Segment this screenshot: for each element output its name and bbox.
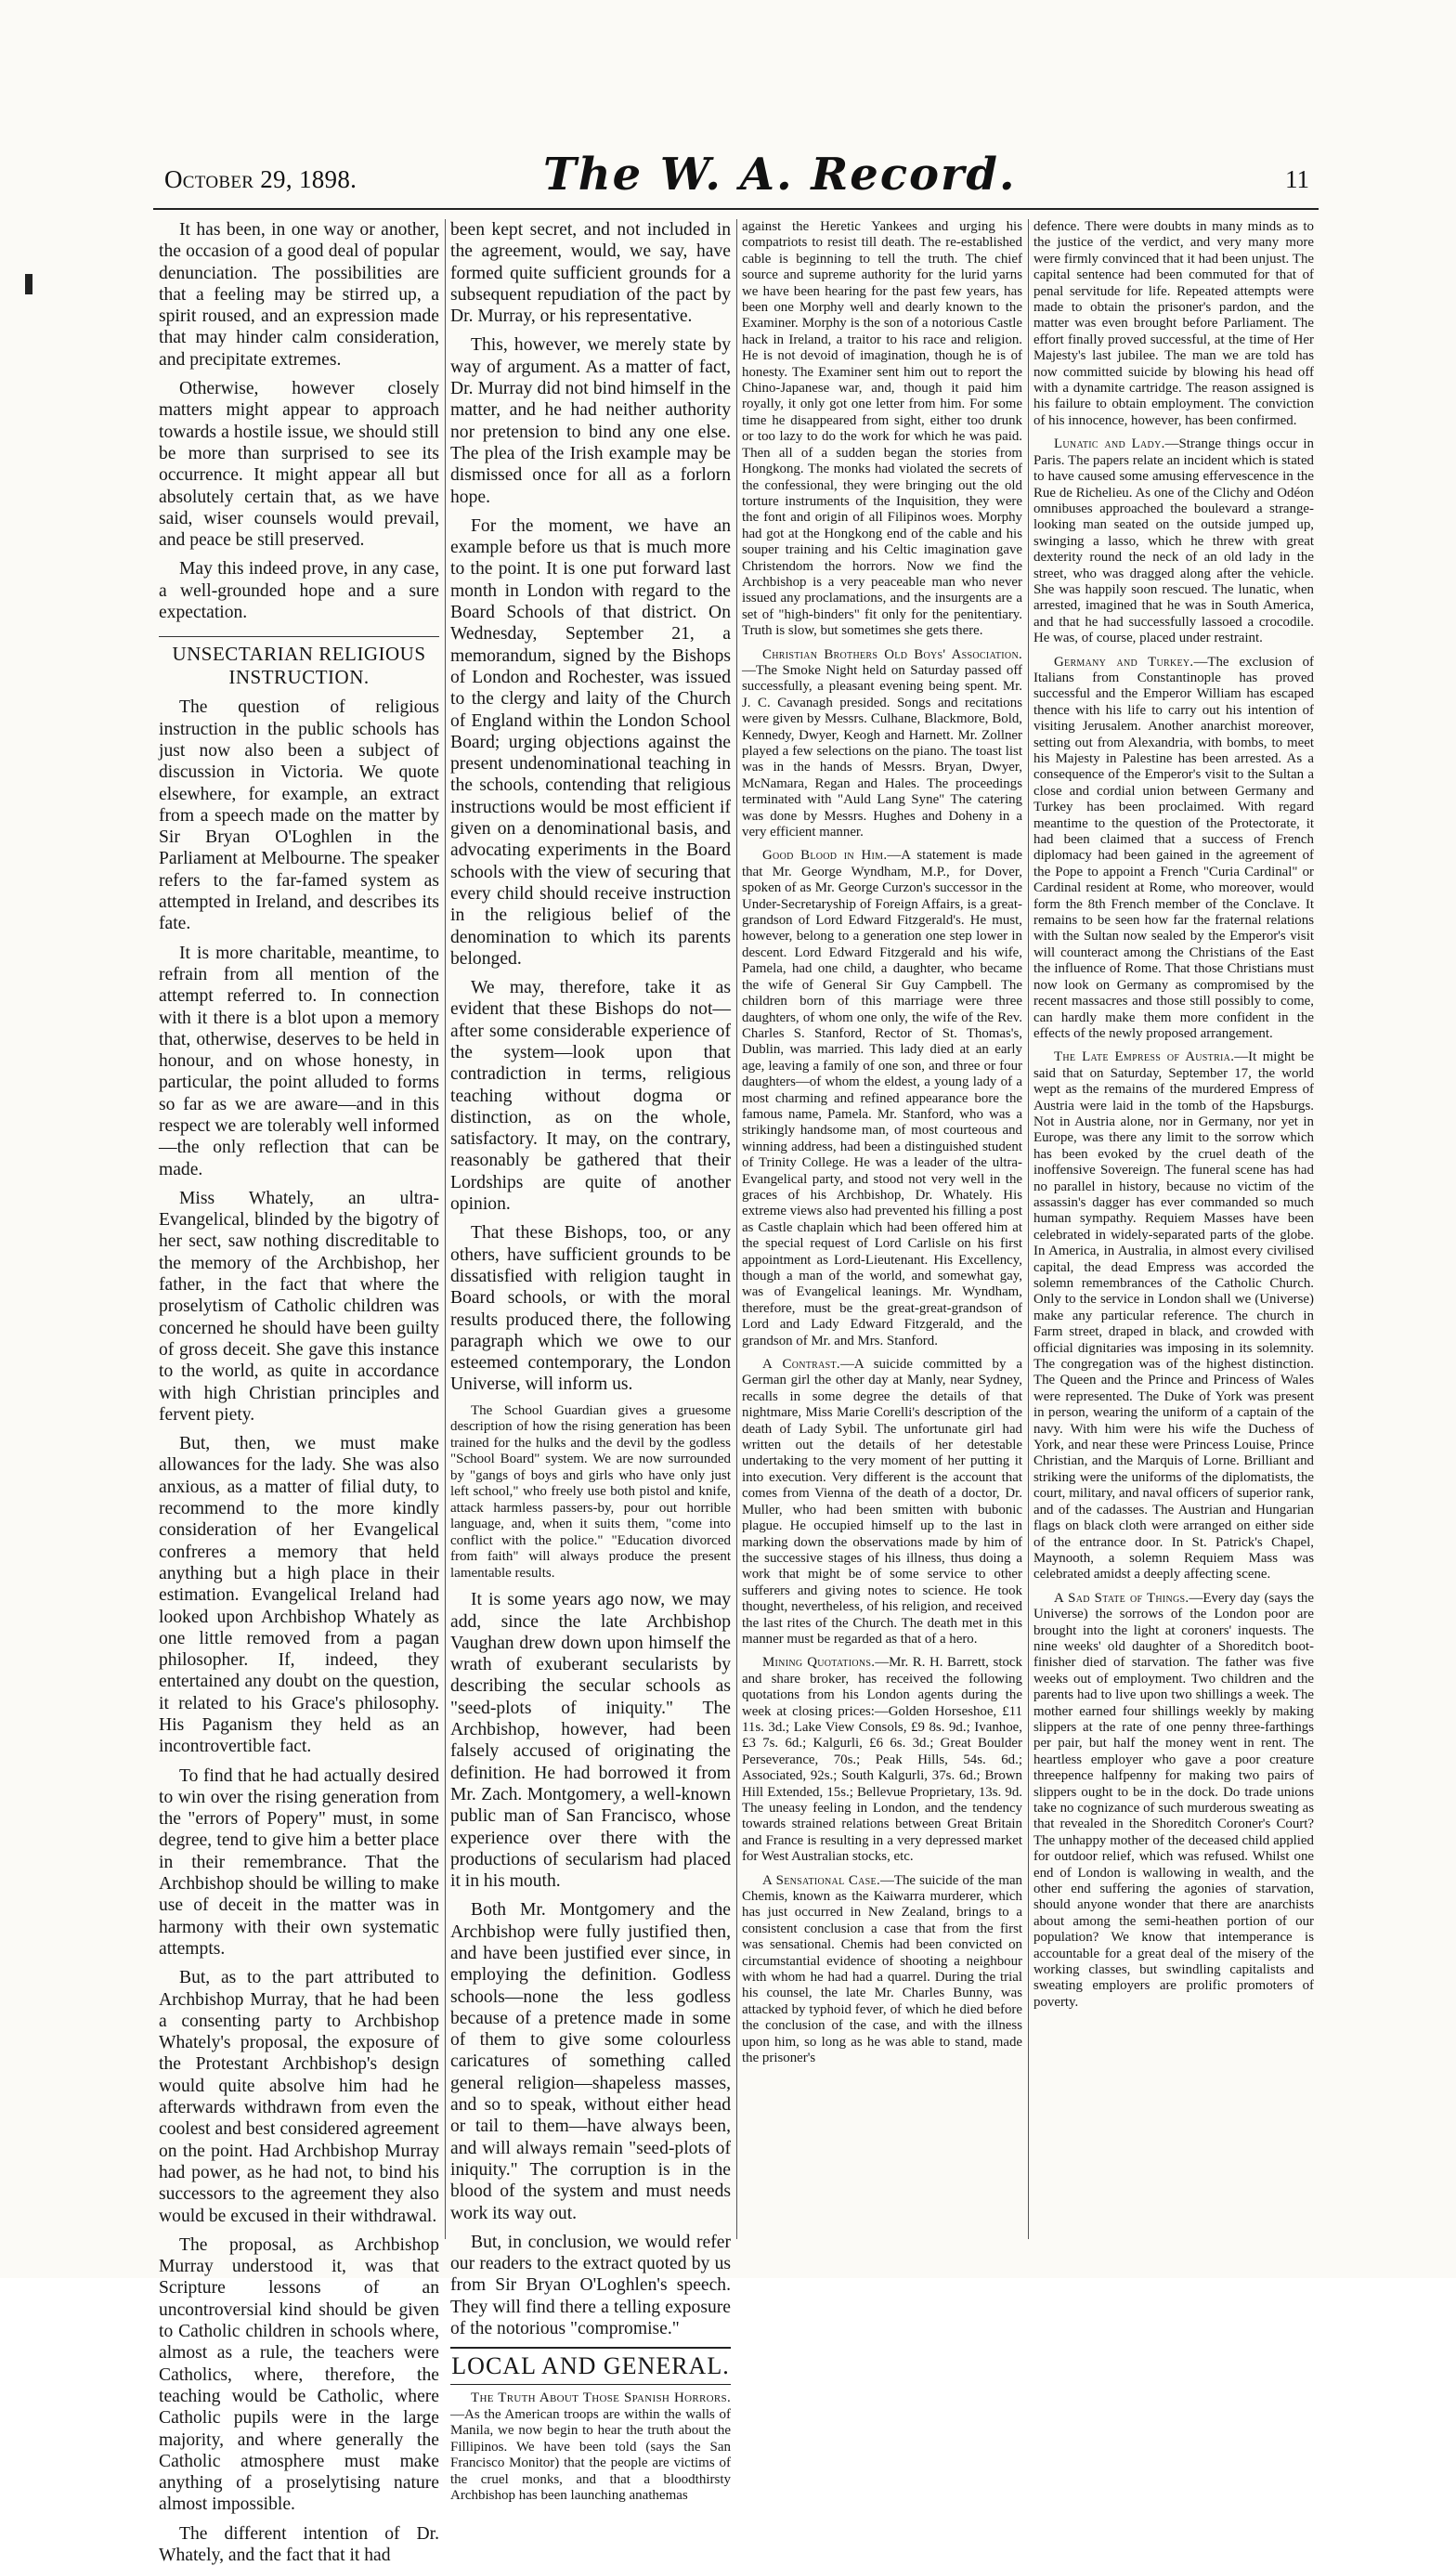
news-item-text: —Mr. R. H. Barrett, stock and share broker, has received the following quotations from his London agents during the week at closing prices:—Golden Horseshoe, £11 11s. 3d.; Lake View Consols, £9 8s. 9d.; Ivanhoe, £3 7s. 6d.; Kalgurli, £6 6s. 3d.; Great Boulder Perseverance, 70s.; Peak Hills, 54s. 6d.; Associated, 92s.; South Kalgurli, 37s. 6d.; Brown Hill Extended, 15s.; Bellevue Proprietary, 13s. 9d. The uneasy feeling in London, and the tendency towards strained relations between Great Britain and France is resulting in a very depressed market for West Australian stocks, etc. — [742, 1655, 1022, 1865]
news-item — [742, 1357, 1022, 1648]
article-paragraph: But, then, we must make allowances for the lady. She was also anxious, as a matter of filial duty, to recommend to the more kindly consideration of her Evangelical confreres a memory that held anything but a high place in their estimation. Evangelical Ireland had looked upon Archbishop Whately as one little removed from a pagan philosopher. If, indeed, they entertained any doubt on the question, it related to his Grace's philosophy. His Paganism they held as an incontrovertible fact. — [159, 1434, 439, 1757]
article-paragraph: May this indeed prove, in any case, a well-grounded hope and a sure expectation. — [159, 559, 439, 623]
article-paragraph: To find that he had actually desired to win over the rising generation from the "errors of Popery" must, in some degree, tend to give him a better place in their remembrance. That the Archbishop should be willing to make use of deceit in the matter was in harmony with their own systematic attempts. — [159, 1765, 439, 1959]
column-3 — [742, 219, 1022, 2244]
news-item-heading: A Sensational Case. — [762, 1872, 880, 1888]
article-paragraph: The proposal, as Archbishop Murray understood it, was that Scripture lessons of an uncontroversial kind should be given to Catholic children in schools where, almost as a rule, the teachers were Catholics, where, therefore, the teaching would be Catholic, where Catholic pupils were in the large majority, and where generally the Catholic atmosphere must make anything of a proselytising nature almost impossible. — [159, 2234, 439, 2515]
page-number: 11 — [1285, 165, 1309, 193]
news-item-continued: against the Heretic Yankees and urging his compatriots to resist till death. The re-established cable is beginning to tell the truth. The chief source and supreme authority for the lurid yarns we have been hearing for the past few years, has been one Morphy well and dearly known to the Examiner. Morphy is the son of a notorious Castle hack in Ireland, a traitor to his race and religion. He is not devoid of imagination, though he is of honesty. The Examiner sent him out to report the Chino-Japanese war, and, though it paid him royally, it only got one letter from him. For some time he disappeared from sight, either too drunk or too lazy to do the work for which he was paid. Then all of a sudden began the stories from Hongkong. The monks had violated the secrets of the confessional, they were bringing out the old torture instruments of the Inquisition, they were the font and origin of all Filipinos woes. Morphy had got at the Hongkong end of the cable and his souper training and his Celtic imagination gave Christendom the horrors. Now we find the Archbishop is a very peaceable man who never issued any proclamations, and the insurgents are a set of "high-binders" fit only for the penitentiary. Truth is slow, but sometimes she gets there. — [742, 219, 1022, 639]
article-paragraph: But, in conclusion, we would refer our readers to the extract quoted by us from Sir Bryan O'Loghlen's speech. They will find there a telling exposure of the notorious "compromise." — [450, 2232, 731, 2339]
column-divider — [1028, 219, 1029, 2239]
article-paragraph: We may, therefore, take it as evident that these Bishops do not—after some considerable experience of the system—look upon that contradiction in terms, religious teaching without dogma or distinction, as on the whole, satisfactory. It may, on the contrary, reasonably be gathered that their Lordships are quite of another opinion. — [450, 978, 731, 1215]
column-1 — [159, 219, 439, 2565]
column-divider — [445, 219, 446, 2239]
article-paragraph: The question of religious instruction in the public schools has just now also been a subject of discussion in Victoria. We quote elsewhere, for example, an extract from a speech made on the matter by Sir Bryan O'Loghlen in the Parliament at Melbourne. The speaker refers to the far-famed system as attempted in Ireland, and describes its fate. — [159, 697, 439, 934]
news-item-heading: Lunatic and Lady. — [1054, 436, 1165, 452]
block-quote: The School Guardian gives a gruesome description of how the rising generation has been trained for the hulks and the devil by the godless "School Board" system. We are now surrounded by "gangs of boys and girls who have only just left school," who freely use both pistol and knife, attack harmless passers-by, pour out horrible language, and, when it suits them, "come into conflict with the police." "Education divorced from faith" will always produce the present lamentable results. — [450, 1402, 731, 1581]
news-item-text: —Strange things occur in Paris. The papers relate an incident which is stated to have caused some amusing effervescence in the Rue de Richelieu. As one of the Clichy and Odéon omnibuses approached the boulevard a strange-looking man seated on the outside jumped up, swinging a lasso, which he threw with great dexterity round the neck of an old lady in the street, who was dragged along after the vehicle. She was happily soon rescued. The lunatic, when arrested, imagined that he was in South America, and that he had successfully lassoed a crocodile. He was, of course, placed under restraint. — [1034, 436, 1314, 646]
section-divider — [159, 636, 439, 637]
news-item — [1034, 1591, 1314, 2012]
article-paragraph: been kept secret, and not included in the agreement, would, we say, have formed quite sufficient grounds for a subsequent repudiation of the pact by Dr. Murray, or his representative. — [450, 220, 731, 327]
article-paragraph: It has been, in one way or another, the occasion of a good deal of popular denunciation. The possibilities are that a feeling may be stirred up, a spirit roused, and an expression made that may hinder calm consideration, and precipitate extremes. — [159, 220, 439, 370]
news-item — [742, 647, 1022, 841]
news-item-text: —The exclusion of Italians from Constantinople has proved successful and the Emperor William has escaped thence with his life to carry out his intention of visiting Jerusalem. Another anarchist moreover, setting out from Alexandria, with bombs, to meet his Majesty in Palestine has been arrested. As a consequence of the Emperor's visit to the Sultan a close and cordial union between Germany and Turkey has been proclaimed. With regard meantime to the question of the Protectorate, it had been claimed that a success of French diplomacy had been gained in the agreement of the Pope to appoint a French "Curia Cardinal" or Cardinal resident at Rome, who moreover, would form the 8th French member of the Conclave. It remains to be seen how far the fraternal relations with the Sultan now sealed by the Emperor's visit will counteract among the Christians of the East the influence of Rome. That those Christians must now look on Germany as compromised by the recent massacres and those still possibly to come, can hardly make them more confident in the effects of the newly proposed arrangement. — [1034, 654, 1314, 1041]
column-2 — [450, 219, 731, 2504]
section-title: UNSECTARIAN RELIGIOUS INSTRUCTION. — [172, 643, 426, 689]
news-item-continued: defence. There were doubts in many minds as to the justice of the verdict, and very many more were firmly convinced that it had been unjust. The capital sentence had been commuted for that of penal servitude for life. Repeated attempts were made to obtain the prisoner's pardon, and the matter was even brought before Parliament. The effort finally proved successful, at the time of Her Majesty's last jubilee. The man we are told has now committed suicide by blowing his head off with a dynamite cartridge. The reason assigned is his failure to obtain employment. The conviction of his innocence, however, has been confirmed. — [1034, 219, 1314, 428]
news-item-text: —It might be said that on Saturday, September 17, the world wept as the remains of the murdered Empress of Austria were laid in the tomb of the Hapsburgs. Not in Austria alone, nor in Germany, nor yet in Europe, was there any limit to the sorrow which has been evoked by the cruel death of the inoffensive Sovereign. The funeral scene has had no parallel in history, because no victim of the assassin's dagger has ever commanded so much human sympathy. Requiem Masses have been celebrated in widely-separated parts of the globe. In America, in Australia, in almost every civilised capital, the dead Empress was accorded the solemn remembrances of the Catholic Church. Only to the service in London shall we (Universe) make any particular reference. The church in Farm street, draped in black, and crowded with official dignitaries was imposing in its solemnity. The congregation was of the highest distinction. The Queen and the Prince and Princess of Wales were represented. The Duke of York was present in person, wearing the uniform of a captain of the navy. With him were his wife the Duchess of York, and near these were Princess Louise, Prince Christian, and the Marquis of Lorne. Brilliant and striking were the uniforms of the diplomatists, the court, military, and naval officers of superior rank, and of the cadasses. The Austrian and Hungarian flags on black cloth were arranged on either side of the entrance door. In St. Patrick's Chapel, Maynooth, a solemn Requiem Mass was celebrated amidst a deeply affecting scene. — [1034, 1049, 1314, 1583]
article-paragraph: It is more charitable, meantime, to refrain from all mention of the attempt referred to. In connection with it there is a blot upon a memory that, otherwise, deserves to be held in honour, and on whose honesty, in particular, the point alluded to forms so far as we are aware—and in this respect we are tolerably well informed—the only reflection that can be made. — [159, 943, 439, 1179]
article-paragraph: For the moment, we have an example before us that is much more to the point. It is one put forward last month in London with regard to the Board Schools of that district. On Wednesday, September 21, a memorandum, signed by the Bishops of London and Rochester, was issued to the clergy and laity of the Church of England within the London School Board; urging objections against the present undenominational teaching in the schools, contending that religious instructions would be most efficient if given on a denominational basis, and advocating experiments in the Board schools with the view of securing that every child should receive instruction in the religious belief of the denomination to which its parents belonged. — [450, 515, 731, 969]
issue-date: October 29, 1898. — [164, 165, 358, 193]
article-paragraph: It is some years ago now, we may add, since the late Archbishop Vaughan drew down upon himself the wrath of exuberant secularists by describing the secular schools as "seed-plots of iniquity." The Archbishop, however, had been falsely accused of originating the definition. He had borrowed it from Mr. Zach. Montgomery, a well-known public man of San Francisco, whose experience over there with the productions of secularism had placed it in his mouth. — [450, 1590, 731, 1892]
column-4 — [1034, 219, 1314, 2244]
article-paragraph: The different intention of Dr. Whately, and the fact that it had — [159, 2523, 439, 2565]
news-item-heading: Germany and Turkey. — [1054, 654, 1194, 670]
column-divider — [736, 219, 737, 2239]
news-item — [742, 848, 1022, 1349]
news-item-text: —Every day (says the Universe) the sorrows of the London poor are brought into the light at coroners' inquests. The nine weeks' old daughter of a Shoreditch boot-finisher died of starvation. The father was five weeks out of employment. Two children and the parents had to live upon two shillings a week. The mother earned four shillings weekly by making slippers at the rate of one penny three-farthings per pair, but half the money went in rent. The heartless employer who gave a poor creature threepence halfpenny for making two pairs of slippers ought to be in the dock. Do trade unions take no cognizance of such murderous sweating as that revealed in the Shoreditch Coroner's Court? The unhappy mother of the deceased child applied for outdoor relief, which was refused. Whilst one end of London is wallowing in wealth, and the other end suffering the agonies of starvation, should anyone wonder that there are anarchists about among the semi-heathen portion of our population? We know that intemperance is accountable for a great deal of the misery of the working classes, but swindling capitalists and sweating employers are prolific promoters of poverty. — [1034, 1590, 1314, 2010]
news-item-text: —As the American troops are within the walls of Manila, we now begin to hear the truth about the Fillipinos. We have been told (says the San Francisco Monitor) that the people are victims of the cruel monks, and that a bloodthirsty Archbishop has been launching anathemas — [450, 2406, 731, 2504]
news-item-heading: A Contrast. — [762, 1357, 840, 1373]
article-paragraph: This, however, we merely state by way of argument. As a matter of fact, Dr. Murray did not bind himself in the matter, and he had neither authority nor pretension to bind any one else. The plea of the Irish example may be dismissed once for all as a forlorn hope. — [450, 335, 731, 507]
article-paragraph: But, as to the part attributed to Archbishop Murray, that he had been a consenting party to Archbishop Whately's proposal, the exposure of the Protestant Archbishop's design would quite absolve him had he afterwards withdrawn from even the coolest and best considered agreement on the point. Had Archbishop Murray had power, as he had not, to bind his successors to the agreement they also would be excused in their withdrawal. — [159, 1968, 439, 2226]
header-rule — [153, 208, 1319, 210]
news-item — [1034, 436, 1314, 646]
article-paragraph: Miss Whately, an ultra-Evangelical, blinded by the bigotry of her sect, saw nothing discreditable to the memory of the Archbishop, her father, in the fact that where the proselytism of Catholic children was concerned he should have been guilty of gross deceit. She gave this instance to the world, as quite in accordance with high Christian principles and fervent piety. — [159, 1188, 439, 1425]
page-header — [153, 149, 1319, 206]
news-item-heading: Christian Brothers Old Boys' Association. — [762, 646, 1022, 662]
news-item — [450, 2390, 731, 2505]
news-item — [742, 1655, 1022, 1865]
news-item-text: —A statement is made that Mr. George Wyndham, M.P., for Dover, spoken of as Mr. George Curzon's successor in the Under-Secretaryship of Foreign Affairs, is a great-grandson of Lord Edward Fitzgerald's. He must, however, belong to a generation one step lower in descent. Lord Edward Fitzgerald and his wife, Pamela, had one child, a daughter, who became the wife of General Sir Guy Campbell. The children born of this marriage were three daughters, of whom one only, the wife of the Rev. Charles S. Stanford, Rector of St. Thomas's, Dublin, was married. This lady died at an early age, leaving a family of one son, and three or four daughters—of whom the eldest, a young lady of a most charming and refined appearance bore the famous name, Pamela. Mr. Stanford, who was a strikingly handsome man, of most courteous and winning address, had been a distinguished student of Trinity College. He was a leader of the ultra-Evangelical party, and stood not very well in the graces of his Archbishop, Dr. Whately. His extreme views also had prevented his filling a post as Castle chaplain which had been offered him at the special request of Lord Carlisle on his first appointment as Lord-Lieutenant. His Excellency, though a man of the world, and somewhat gay, was of Evangelical leanings. Mr. Wyndham, therefore, must be the great-great-grandson of Lord and Lady Edward Fitzgerald, and the grandson of Mr. and Mrs. Stanford. — [742, 848, 1022, 1348]
news-item — [1034, 655, 1314, 1043]
news-item — [1034, 1049, 1314, 1583]
article-paragraph: Otherwise, however closely matters might appear to approach towards a hostile issue, we should still be more than surprised to see its occurrence. It might appear all but absolutely certain that, as we have said, wiser counsels would prevail, and peace be still preserved. — [159, 379, 439, 551]
binding-mark — [25, 274, 32, 294]
news-item-text: —The Smoke Night held on Saturday passed off successfully, a pleasant evening being spent. Mr. J. C. Cavanagh presided. Songs and recitations were given by Messrs. Culhane, Blackmore, Bold, Kennedy, Dwyer, Keogh and Harnett. Mr. Zollner played a few selections on the piano. The toast list was in the hands of Messrs. Bryan, Dwyer, McNamara, Regan and Hales. The proceedings terminated with "Auld Lang Syne" The catering was done by Messrs. Hughes and Doheny in a very efficient manner. — [742, 662, 1022, 840]
news-item-text: —A suicide committed by a German girl the other day at Manly, near Sydney, recalls in some degree the details of that nightmare, Miss Marie Corelli's description of the death of Lady Sybil. The unfortunate girl had written out the details of her detestable undertaking to the very moment of her putting it into execution. Very different is the account that comes from Vienna of the death of a doctor, Dr. Muller, who had been smitten with bubonic plague. He occupied himself up to the last in marking down the observations made by him of the successive stages of his illness, thus doing a work that might be of some service to other sufferers and giving notes to science. He took thought, nevertheless, of his religion, and received the last rites of the Church. The death met in this manner must be regarded as that of a hero. — [742, 1357, 1022, 1647]
masthead-title: The W. A. Record. — [543, 149, 1017, 201]
article-paragraph: Both Mr. Montgomery and the Archbishop were fully justified then, and have been justified ever since, in employing the definition. Godless schools—none the less godless because of a pretence made in some of them to give some colourless caricatures of something called general religion—shapeless masses, and so to speak, without either head or tail to them—have always been, and will always remain "seed-plots of iniquity." The corruption is in the blood of the system and must needs work its way out. — [450, 1900, 731, 2223]
news-item-heading: The Late Empress of Austria. — [1054, 1049, 1235, 1065]
article-paragraph: That these Bishops, too, or any others, have sufficient grounds to be dissatisfied with religion taught in Board schools, or with the moral results produced there, the following paragraph which we owe to our esteemed contemporary, the London Universe, will inform us. — [450, 1223, 731, 1395]
news-item — [742, 1873, 1022, 2067]
news-item-heading: The Truth About Those Spanish Horrors. — [471, 2390, 731, 2406]
news-item-heading: Good Blood in Him. — [762, 848, 888, 864]
news-item-text: —The suicide of the man Chemis, known as the Kaiwarra murderer, which has just occurred in New Zealand, brings to a consistent conclusion a case that from the first was sensational. Chemis had been convicted on circumstantial evidence of shooting a neighbour with whom he had had a quarrel. During the trial his counsel, the late Mr. Charles Bunny, was attacked by typhoid fever, of which he died before the conclusion of the case, and with the illness upon him, so long as he was able to stand, made the prisoner's — [742, 1872, 1022, 2066]
newspaper-page — [153, 149, 1319, 2565]
local-and-general-title: LOCAL AND GENERAL. — [450, 2347, 731, 2385]
news-item-heading: A Sad State of Things. — [1054, 1590, 1190, 1606]
news-item-heading: Mining Quotations. — [762, 1655, 876, 1671]
